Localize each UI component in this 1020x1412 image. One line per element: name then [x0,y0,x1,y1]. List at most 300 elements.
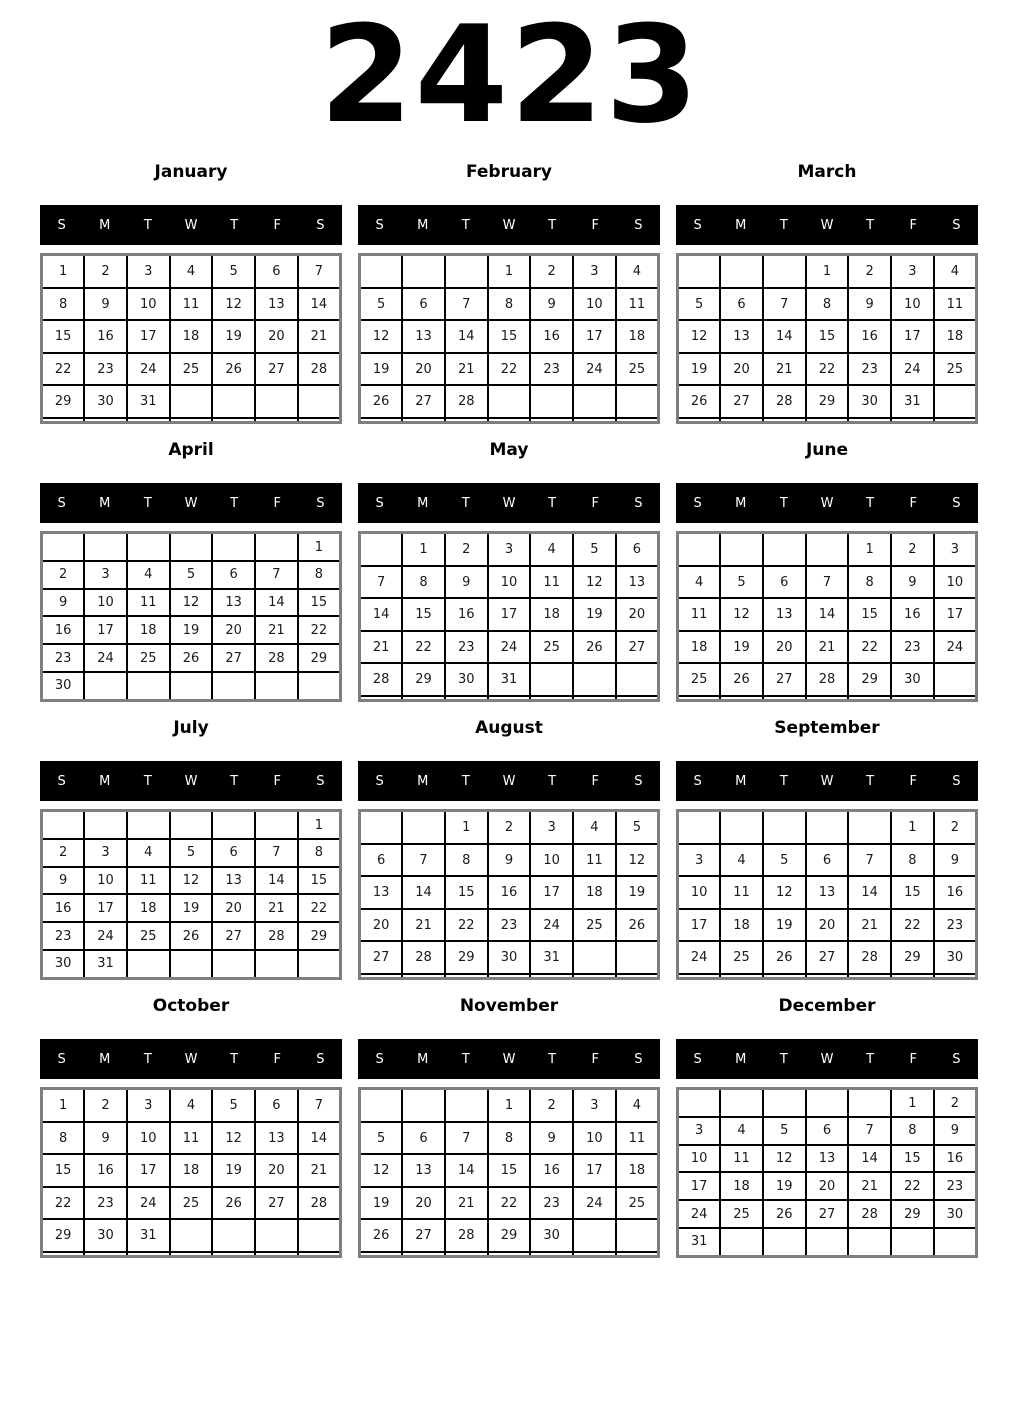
day-cell [934,385,977,417]
day-cell: 11 [573,844,616,876]
week-row [360,418,659,423]
day-cell: 17 [891,320,934,352]
day-cell: 2 [848,255,891,288]
week-row [678,385,977,417]
day-cell: 24 [573,1187,616,1219]
weekday-label: F [591,1051,600,1067]
weekday-header-row [40,761,342,801]
weekday-label: F [273,1051,282,1067]
day-cell [934,1228,977,1257]
day-cell: 16 [530,1154,573,1186]
day-cell [806,696,849,701]
day-cell: 5 [763,844,806,876]
week-row [678,598,977,630]
day-cell: 1 [42,1089,85,1122]
week-row [42,672,341,701]
day-cell: 18 [720,909,763,941]
week-row [42,255,341,288]
day-cell: 22 [298,616,341,644]
day-cell: 21 [255,894,298,922]
day-cell [212,1219,255,1251]
day-cell [720,1089,763,1118]
day-cell [298,1252,341,1257]
day-cell: 28 [763,385,806,417]
day-cell: 15 [298,589,341,617]
day-cell [934,418,977,423]
day-cell: 27 [212,644,255,672]
day-cell: 6 [360,844,403,876]
day-cell: 13 [806,876,849,908]
day-cell: 22 [806,353,849,385]
day-cell: 18 [934,320,977,352]
weekday-label: T [230,495,239,511]
week-row [360,974,659,979]
day-cell [402,974,445,979]
day-cell: 25 [170,353,213,385]
day-cell: 18 [616,320,659,352]
day-cell: 23 [42,922,85,950]
weekday-label: T [779,217,788,233]
day-cell: 27 [402,385,445,417]
month-grid-body [678,1089,977,1257]
day-cell: 21 [848,909,891,941]
weekday-label: M [417,495,429,511]
day-cell: 2 [891,533,934,566]
day-cell: 24 [84,922,127,950]
day-cell: 20 [360,909,403,941]
day-cell: 4 [127,839,170,867]
day-cell: 28 [445,1219,488,1251]
day-cell: 16 [42,616,85,644]
day-cell: 18 [127,894,170,922]
day-cell [212,811,255,840]
day-cell: 19 [678,353,721,385]
day-cell: 21 [298,1154,341,1186]
day-cell: 3 [530,811,573,844]
day-cell: 20 [212,894,255,922]
day-cell: 9 [848,288,891,320]
day-cell: 1 [42,255,85,288]
day-cell: 21 [298,320,341,352]
month-grid [40,253,342,424]
day-cell [934,663,977,695]
day-cell [573,941,616,973]
day-cell: 27 [763,663,806,695]
day-cell [127,1252,170,1257]
day-cell: 18 [573,876,616,908]
day-cell: 28 [402,941,445,973]
day-cell: 27 [720,385,763,417]
day-cell: 2 [84,1089,127,1122]
day-cell: 19 [212,320,255,352]
day-cell [360,811,403,844]
day-cell [127,418,170,423]
day-cell [170,418,213,423]
week-row [678,631,977,663]
day-cell: 15 [891,876,934,908]
day-cell: 19 [360,1187,403,1219]
day-cell: 10 [84,867,127,895]
weekday-label: S [316,217,325,233]
day-cell: 9 [934,844,977,876]
day-cell: 23 [84,353,127,385]
day-cell [42,418,85,423]
day-cell [720,696,763,701]
weekday-label: M [99,217,111,233]
day-cell [530,418,573,423]
day-cell: 18 [127,616,170,644]
month-grid [676,531,978,702]
day-cell: 11 [127,589,170,617]
week-row [42,644,341,672]
weekday-label: S [952,495,961,511]
day-cell: 3 [891,255,934,288]
day-cell [255,1252,298,1257]
weekday-label: T [548,495,557,511]
week-row [360,941,659,973]
day-cell: 11 [170,288,213,320]
day-cell: 25 [127,644,170,672]
day-cell [298,672,341,701]
week-row [678,876,977,908]
day-cell [127,950,170,979]
day-cell: 16 [488,876,531,908]
day-cell: 29 [298,644,341,672]
day-cell [298,418,341,423]
day-cell [360,696,403,701]
weekday-label: T [866,495,875,511]
weekday-label: S [952,773,961,789]
weekday-label: T [866,217,875,233]
weekday-label: S [693,495,702,511]
month-grid [676,253,978,424]
day-cell: 19 [616,876,659,908]
day-cell: 6 [212,839,255,867]
day-cell: 7 [402,844,445,876]
month-calendar [676,162,978,424]
day-cell: 17 [84,894,127,922]
day-cell: 10 [127,1122,170,1154]
week-row [360,255,659,288]
day-cell: 13 [402,320,445,352]
weekday-label: W [184,217,198,233]
day-cell: 2 [488,811,531,844]
weekday-label: T [143,495,152,511]
day-cell: 4 [616,1089,659,1122]
day-cell [212,418,255,423]
day-cell: 23 [530,353,573,385]
month-grid-body [678,255,977,423]
day-cell: 14 [255,867,298,895]
day-cell: 5 [763,1117,806,1145]
day-cell: 20 [255,320,298,352]
month-grid-body [42,811,341,979]
day-cell: 28 [255,644,298,672]
day-cell [806,1089,849,1118]
weekday-label: T [866,1051,875,1067]
week-row [678,1145,977,1173]
day-cell: 22 [298,894,341,922]
week-row [42,589,341,617]
day-cell [678,1089,721,1118]
day-cell: 13 [616,566,659,598]
week-row [42,561,341,589]
day-cell: 8 [488,1122,531,1154]
day-cell: 27 [255,353,298,385]
day-cell [170,533,213,562]
day-cell [212,672,255,701]
weekday-label: F [591,495,600,511]
day-cell: 1 [848,533,891,566]
weekday-label: S [634,773,643,789]
day-cell: 29 [891,941,934,973]
day-cell [573,974,616,979]
day-cell: 12 [763,876,806,908]
weekday-header-row [358,761,660,801]
day-cell [720,974,763,979]
day-cell: 29 [42,385,85,417]
day-cell: 14 [360,598,403,630]
day-cell [445,974,488,979]
weekday-label: W [820,217,834,233]
day-cell: 18 [678,631,721,663]
day-cell: 15 [298,867,341,895]
day-cell: 5 [573,533,616,566]
day-cell [573,696,616,701]
day-cell: 3 [934,533,977,566]
day-cell: 24 [530,909,573,941]
week-row [42,867,341,895]
day-cell: 14 [298,288,341,320]
day-cell [891,696,934,701]
day-cell [402,255,445,288]
day-cell: 12 [170,589,213,617]
day-cell: 9 [934,1117,977,1145]
day-cell: 5 [170,839,213,867]
day-cell: 13 [212,867,255,895]
day-cell: 2 [42,839,85,867]
week-row [678,974,977,979]
day-cell [255,533,298,562]
weekday-label: S [634,1051,643,1067]
day-cell: 18 [530,598,573,630]
day-cell [763,974,806,979]
day-cell: 11 [170,1122,213,1154]
weekday-label: M [99,773,111,789]
day-cell: 23 [530,1187,573,1219]
week-row [678,418,977,423]
week-row [42,616,341,644]
day-cell: 24 [127,353,170,385]
week-row [678,288,977,320]
day-cell: 30 [530,1219,573,1251]
day-cell: 25 [616,353,659,385]
day-cell: 14 [445,320,488,352]
day-cell: 20 [402,1187,445,1219]
weekday-label: T [230,773,239,789]
day-cell: 3 [678,844,721,876]
day-cell [84,672,127,701]
week-row [42,353,341,385]
day-cell: 30 [42,950,85,979]
week-row [360,1252,659,1257]
weekday-label: S [57,495,66,511]
day-cell: 6 [806,1117,849,1145]
day-cell: 8 [445,844,488,876]
day-cell: 9 [488,844,531,876]
weekday-label: S [375,1051,384,1067]
weekday-label: F [273,495,282,511]
day-cell: 31 [530,941,573,973]
day-cell: 18 [170,1154,213,1186]
day-cell: 16 [84,1154,127,1186]
day-cell: 29 [298,922,341,950]
day-cell [806,533,849,566]
week-row [678,663,977,695]
day-cell: 29 [488,1219,531,1251]
week-row [360,631,659,663]
day-cell: 22 [445,909,488,941]
day-cell: 23 [84,1187,127,1219]
day-cell: 24 [488,631,531,663]
week-row [678,1117,977,1145]
day-cell [616,696,659,701]
weekday-label: F [909,773,918,789]
day-cell: 28 [360,663,403,695]
day-cell: 14 [255,589,298,617]
weekday-label: T [779,1051,788,1067]
day-cell: 11 [720,876,763,908]
month-title: March [797,162,857,182]
day-cell: 25 [934,353,977,385]
months-grid [0,162,1020,1258]
day-cell: 5 [170,561,213,589]
day-cell: 10 [488,566,531,598]
day-cell: 21 [763,353,806,385]
day-cell: 6 [616,533,659,566]
weekday-label: S [57,773,66,789]
day-cell [530,974,573,979]
day-cell: 2 [445,533,488,566]
day-cell: 29 [891,1200,934,1228]
day-cell: 3 [127,255,170,288]
week-row [678,320,977,352]
day-cell [445,1252,488,1257]
day-cell [530,385,573,417]
day-cell: 17 [127,320,170,352]
day-cell: 27 [360,941,403,973]
week-row [42,1252,341,1257]
week-row [678,1172,977,1200]
day-cell [360,533,403,566]
day-cell: 3 [678,1117,721,1145]
day-cell: 4 [170,1089,213,1122]
day-cell: 5 [720,566,763,598]
day-cell: 16 [934,876,977,908]
day-cell: 2 [934,1089,977,1118]
week-row [678,1228,977,1257]
week-row [360,811,659,844]
day-cell: 25 [170,1187,213,1219]
week-row [360,385,659,417]
weekday-label: T [143,1051,152,1067]
day-cell: 6 [255,255,298,288]
month-grid-body [360,1089,659,1257]
month-calendar [40,162,342,424]
day-cell [806,974,849,979]
day-cell [848,418,891,423]
day-cell [763,418,806,423]
day-cell [720,811,763,844]
day-cell: 9 [84,288,127,320]
week-row [678,353,977,385]
day-cell: 10 [678,876,721,908]
day-cell: 13 [763,598,806,630]
day-cell: 3 [488,533,531,566]
day-cell: 21 [445,1187,488,1219]
day-cell: 9 [42,589,85,617]
day-cell [763,1089,806,1118]
day-cell [360,974,403,979]
week-row [42,418,341,423]
day-cell: 6 [720,288,763,320]
day-cell: 22 [42,1187,85,1219]
weekday-label: F [273,217,282,233]
week-row [360,320,659,352]
day-cell [84,811,127,840]
weekday-header-row [676,483,978,523]
weekday-label: S [952,1051,961,1067]
day-cell: 12 [360,1154,403,1186]
day-cell: 5 [616,811,659,844]
day-cell: 7 [298,1089,341,1122]
day-cell [678,811,721,844]
day-cell: 23 [488,909,531,941]
day-cell: 24 [84,644,127,672]
day-cell [573,418,616,423]
weekday-label: S [693,1051,702,1067]
day-cell [891,418,934,423]
week-row [42,385,341,417]
weekday-label: W [184,495,198,511]
day-cell: 26 [616,909,659,941]
day-cell: 26 [212,353,255,385]
weekday-label: W [502,217,516,233]
day-cell: 20 [806,909,849,941]
weekday-label: T [461,217,470,233]
month-title: October [152,996,230,1016]
day-cell: 4 [530,533,573,566]
month-grid-body [42,255,341,423]
day-cell: 22 [488,353,531,385]
day-cell: 25 [678,663,721,695]
month-grid [40,809,342,980]
day-cell: 15 [806,320,849,352]
day-cell: 15 [891,1145,934,1173]
day-cell [402,418,445,423]
day-cell: 24 [934,631,977,663]
day-cell [763,255,806,288]
day-cell [616,385,659,417]
day-cell: 29 [848,663,891,695]
weekday-header-row [676,761,978,801]
day-cell: 22 [488,1187,531,1219]
day-cell: 7 [445,288,488,320]
weekday-label: T [143,217,152,233]
day-cell: 7 [806,566,849,598]
day-cell: 25 [720,1200,763,1228]
weekday-header-row [676,1039,978,1079]
